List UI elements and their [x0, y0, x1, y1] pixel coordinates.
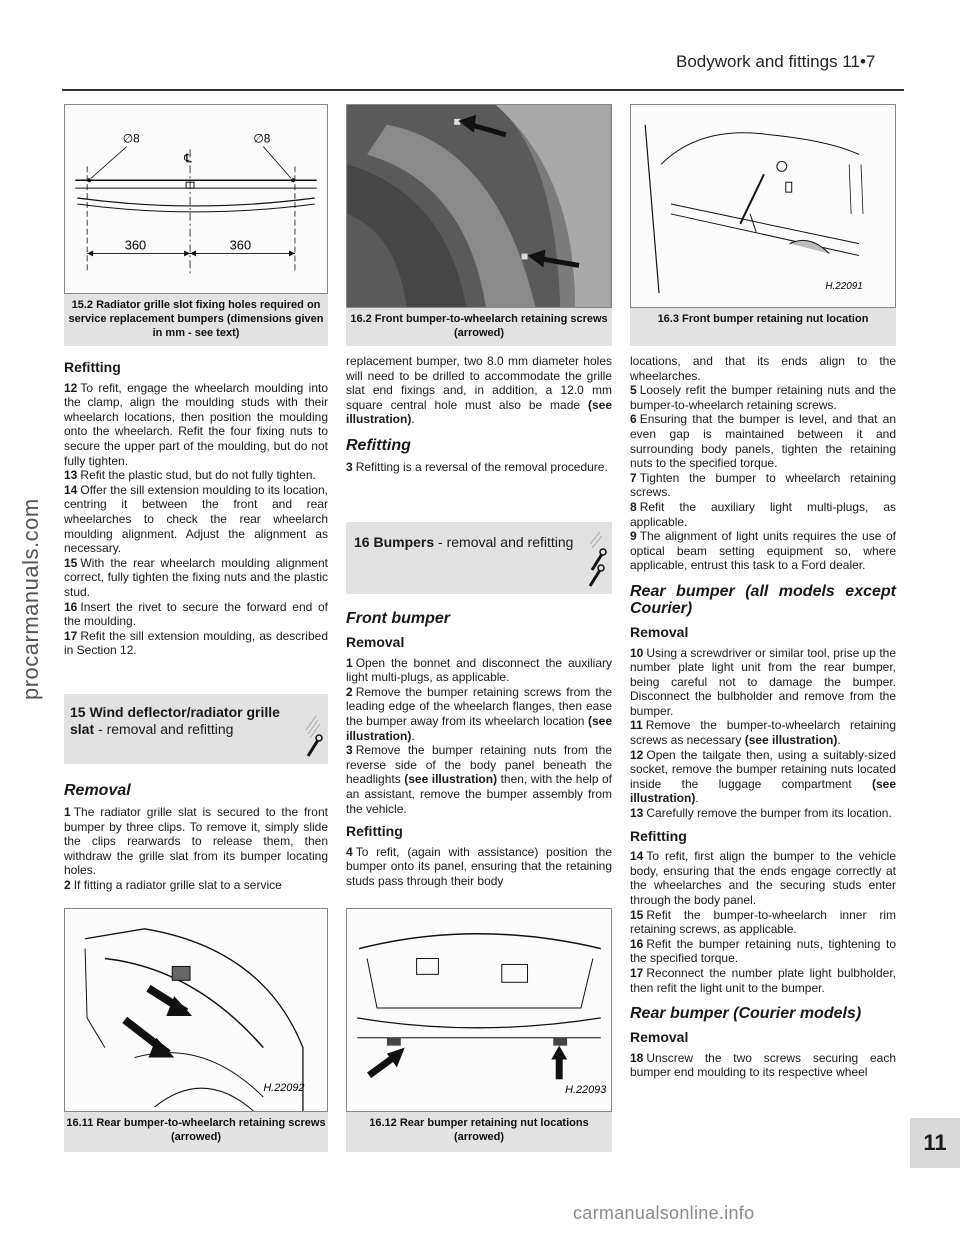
para-16c: 16 Refit the bumper retaining nuts, tightening to the specified torque.	[630, 936, 896, 966]
caption-15-2: 15.2 Radiator grille slot fixing holes required on service replacement bumpers (dimensions given in mm - see text)	[68, 299, 324, 339]
para-17: 17 Refit the sill extension moulding, as described in Section 12.	[64, 628, 328, 658]
fig-16-3-ref: H.22091	[825, 281, 863, 293]
para-4: 4 To refit, (again with assistance) position the bumper onto its panel, ensuring that the retaining studs pass through their body	[346, 844, 612, 888]
dia-left-label: ∅8	[122, 131, 140, 146]
figure-15-2	[64, 104, 328, 294]
para-11: 11 Remove the bumper-to-wheelarch retaining screws as necessary (see illustration).	[630, 718, 896, 748]
dim-left-label: 360	[124, 237, 147, 253]
rear-wheelarch-drawing	[65, 909, 327, 1111]
section-15-title: 15 Wind deflector/radiator grille slat - removal and refitting	[70, 704, 280, 737]
column-1-lower	[64, 772, 328, 893]
section-16-box	[346, 522, 612, 594]
para-5: 5 Loosely refit the bumper retaining nuts and the bumper-to-wheelarch retaining screws.	[630, 383, 896, 412]
para-2: 2 If fitting a radiator grille slat to a service	[64, 877, 282, 892]
dia-right-label: ∅8	[253, 131, 271, 146]
page-header: Bodywork and fittings 11•7	[676, 52, 876, 71]
heading-refitting: Refitting	[64, 359, 121, 375]
centre-line-label: ℄	[184, 151, 192, 166]
para-14c: 14 To refit, first align the bumper to the vehicle body, ensuring that the ends engage correctly at the wheelarches and the securing studs enter through the body panel.	[630, 849, 896, 907]
column-1	[64, 352, 328, 658]
rear-bumper-nuts-drawing	[347, 909, 611, 1111]
caption-16-2: 16.2 Front bumper-to-wheelarch retaining screws (arrowed)	[350, 313, 608, 339]
chapter-tab: 11	[910, 1118, 960, 1168]
grille-slot-drawing	[65, 105, 327, 293]
para-8: 8 Refit the auxiliary light multi-plugs, as applicable.	[630, 499, 896, 529]
footer-watermark: carmanualsonline.info	[573, 1203, 755, 1223]
para-12c: 12 Open the tailgate then, using a suitably-sized socket, remove the bumper retaining nuts located inside the luggage compartment (see illustration).	[630, 747, 896, 806]
column-3	[630, 354, 896, 1080]
heading-rear-bumper: Rear bumper (all models except Courier)	[630, 582, 896, 617]
caption-16-11: 16.11 Rear bumper-to-wheelarch retaining screws (arrowed)	[66, 1117, 326, 1143]
para-10: 10 Using a screwdriver or similar tool, prise up the number plate light unit from the rear bumper, being careful not to damage the bumper. Disconnect the bulbholder and remove from the bumper.	[630, 645, 896, 718]
side-watermark-text: procarmanuals.com	[18, 498, 43, 700]
difficulty-spanners-icon	[584, 530, 608, 590]
side-watermark	[0, 498, 43, 740]
para-1: 1 The radiator grille slat is secured to the front bumper by three clips. To remove it, simply slide the clips rearwards to release them, then withdraw the grille slat from its bumper locating holes.	[64, 805, 328, 878]
para-12: 12 To refit, engage the wheelarch moulding into the clamp, align the moulding studs with their wheelarch locations, then position the moulding onto the wheelarch. Refit the four fixing nuts to secure the upper part of the moulding, but do not fully tighten.	[64, 380, 328, 468]
figure-16-2	[346, 104, 612, 308]
para-13: 13 Refit the plastic stud, but do not fully tighten.	[64, 468, 316, 483]
para-14: 14 Offer the sill extension moulding to its location, centring it between the front and rear wheelarches to check the rear wheelarch moulding alignment. Adjust the alignment as necessary.	[64, 482, 328, 556]
heading-removal-4: Removal	[630, 1029, 689, 1046]
figure-16-11	[64, 908, 328, 1112]
heading-refitting-4: Refitting	[630, 827, 687, 844]
para-2-cont: replacement bumper, two 8.0 mm diameter holes will need to be drilled to accommodate the grille slat end fixings and, in addition, a 12.0 mm square central hole must also be made (see illustration).	[346, 354, 612, 427]
figure-16-12	[346, 908, 612, 1112]
dim-right-label: 360	[229, 237, 252, 253]
heading-removal-2: Removal	[346, 634, 405, 650]
para-3: 3 Refitting is a reversal of the removal procedure.	[346, 459, 608, 474]
column-2	[346, 354, 612, 475]
para-9: 9 The alignment of light units requires the use of optical beam setting equipment so, where applicable, entrust this task to a Ford dealer.	[630, 529, 896, 573]
heading-refitting-3: Refitting	[346, 823, 403, 840]
para-16: 16 Insert the rivet to secure the forward end of the moulding.	[64, 599, 328, 629]
para-13c: 13 Carefully remove the bumper from its location.	[630, 806, 892, 821]
heading-removal: Removal	[64, 782, 131, 799]
para-2b: 2 Remove the bumper retaining screws from the leading edge of the wheelarch flanges, then ease the bumper away from its wheelarch location (see illustration).	[346, 684, 612, 743]
heading-refitting-2: Refitting	[346, 436, 411, 454]
header-rule	[62, 89, 904, 91]
para-4-cont: locations, and that its ends align to the wheelarches.	[630, 354, 896, 383]
column-2-lower	[346, 600, 612, 889]
para-15: 15 With the rear wheelarch moulding alignment correct, fully tighten the fixing nuts and the plastic stud.	[64, 555, 328, 599]
heading-removal-3: Removal	[630, 623, 689, 640]
bumper-nut-drawing	[631, 105, 895, 307]
para-7: 7 Tighten the bumper to wheelarch retaining screws.	[630, 470, 896, 500]
fig-16-12-ref: H.22093	[565, 1084, 607, 1097]
difficulty-spanner-icon	[300, 700, 324, 760]
caption-16-3: 16.3 Front bumper retaining nut location	[657, 313, 869, 325]
section-16-title: 16 Bumpers - removal and refitting	[354, 534, 574, 550]
heading-courier: Rear bumper (Courier models)	[630, 1005, 862, 1023]
figure-16-3	[630, 104, 896, 308]
para-3b: 3 Remove the bumper retaining nuts from the reverse side of the body panel beneath the headlights (see illustration) then, with the help of an assistant, remove the bumper assembly from the vehicle.	[346, 743, 613, 816]
para-6: 6 Ensuring that the bumper is level, and that an even gap is maintained between it and surrounding body panels, tighten the retaining nuts to the specified torque.	[630, 412, 896, 471]
para-1b: 1 Open the bonnet and disconnect the auxiliary light multi-plugs, as applicable.	[346, 655, 612, 685]
front-bumper-photo	[347, 105, 611, 307]
para-15c: 15 Refit the bumper-to-wheelarch inner rim retaining screws, as applicable.	[630, 907, 896, 937]
heading-front-bumper: Front bumper	[346, 610, 450, 627]
fig-16-11-ref: H.22092	[263, 1082, 305, 1095]
para-18: 18 Unscrew the two screws securing each bumper end moulding to its respective wheel	[630, 1050, 896, 1080]
caption-16-12: 16.12 Rear bumper retaining nut locations (arrowed)	[369, 1117, 589, 1143]
para-17c: 17 Reconnect the number plate light bulbholder, then refit the light unit to the bumper.	[630, 965, 896, 995]
